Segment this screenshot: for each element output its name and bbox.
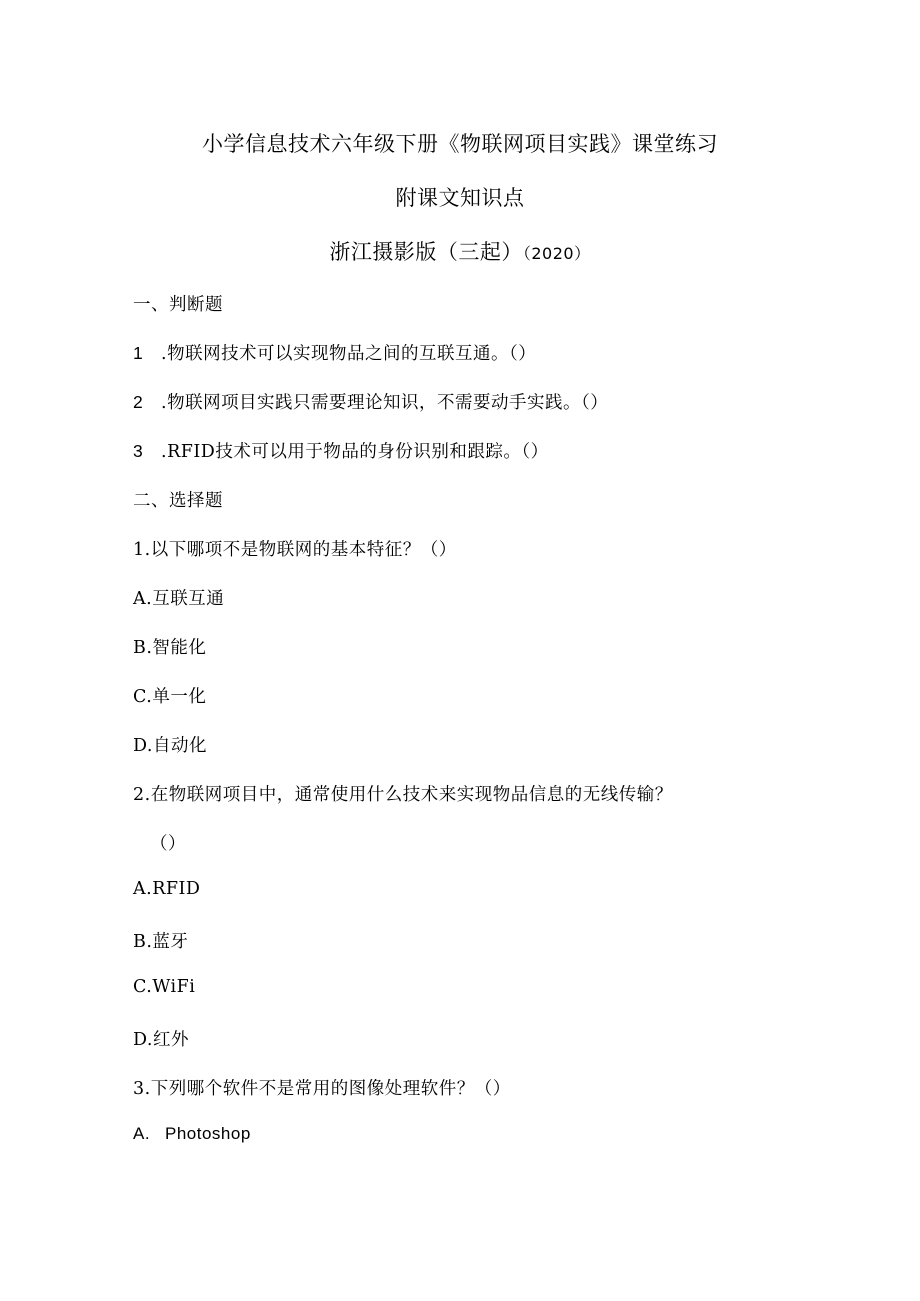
section-heading-multiple-choice: 二、选择题 <box>133 491 223 511</box>
mc-question-1-option-b: B.智能化 <box>133 638 207 658</box>
option-text: Photoshop <box>165 1124 251 1143</box>
mc-question-2-option-a: A.RFID <box>133 879 201 899</box>
tf-question-text: .物联网项目实践只需要理论知识，不需要动手实践。（） <box>161 393 609 413</box>
mc-question-2-stem-continued: （） <box>150 834 186 854</box>
document-title: 小学信息技术六年级下册《物联网项目实践》课堂练习 <box>202 132 718 156</box>
tf-question-number: 2 <box>133 392 144 412</box>
mc-question-3-stem: 3.下列哪个软件不是常用的图像处理软件？（） <box>133 1079 511 1099</box>
mc-question-3-option-a <box>133 1124 251 1144</box>
edition-year: （2020） <box>522 244 591 263</box>
tf-question-number: 1 <box>133 343 144 363</box>
tf-question-text: .RFID技术可以用于物品的身份识别和跟踪。（） <box>161 442 549 462</box>
section-heading-true-false: 一、判断题 <box>133 295 223 315</box>
mc-question-2-option-c: C.WiFi <box>133 977 196 997</box>
tf-question-2 <box>133 389 608 414</box>
tf-question-1 <box>133 340 536 365</box>
tf-question-3 <box>133 438 549 463</box>
tf-question-number: 3 <box>133 441 144 461</box>
mc-question-1-option-d: D.自动化 <box>133 736 207 756</box>
document-edition <box>0 236 920 266</box>
mc-question-2-option-d: D.红外 <box>133 1030 189 1050</box>
mc-question-1-option-a: A.互联互通 <box>133 589 225 609</box>
mc-question-1-stem: 1.以下哪项不是物联网的基本特征？（） <box>133 540 457 560</box>
mc-question-2-option-b: B.蓝牙 <box>133 932 189 952</box>
document-subtitle: 附课文知识点 <box>395 186 525 210</box>
mc-question-2-stem: 2.在物联网项目中，通常使用什么技术来实现物品信息的无线传输？ <box>133 785 673 805</box>
edition-name: 浙江摄影版（三起） <box>329 240 523 264</box>
tf-question-text: .物联网技术可以实现物品之间的互联互通。（） <box>161 344 537 364</box>
option-letter: A. <box>133 1124 151 1143</box>
mc-question-1-option-c: C.单一化 <box>133 687 207 707</box>
